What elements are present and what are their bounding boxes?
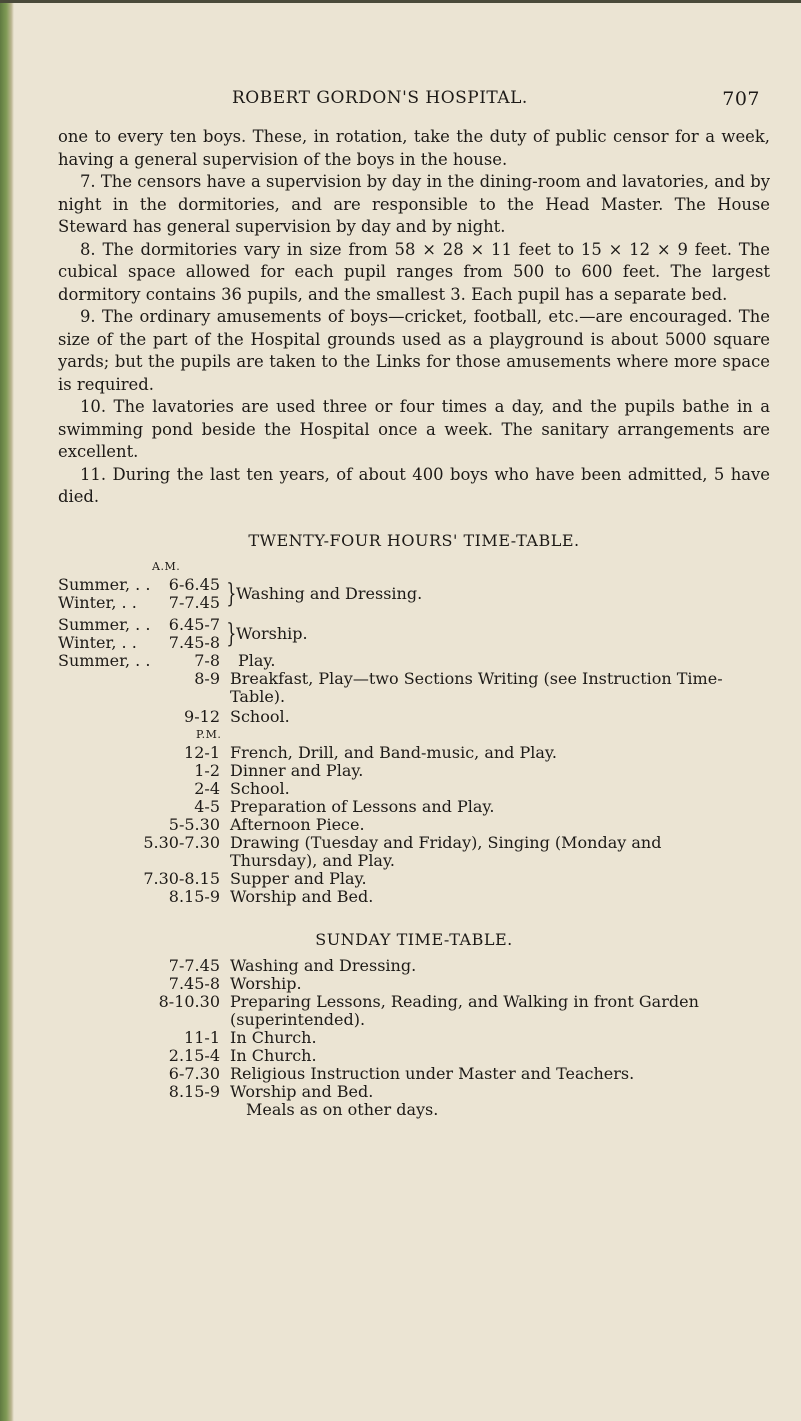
time-range: 7-8 — [194, 650, 220, 670]
time-range: 8-9 — [194, 668, 220, 688]
activity — [230, 670, 770, 706]
season-label: Summer, . . — [58, 650, 151, 670]
book-page — [58, 88, 770, 1119]
time-range: 2-4 — [194, 778, 220, 798]
activity: School. — [230, 706, 290, 726]
activity: Worship. — [236, 623, 308, 643]
time-range: 9-12 — [184, 706, 220, 726]
time-range: 7.45-8 — [168, 632, 220, 652]
time-range: 7-7.45 — [168, 592, 220, 612]
activity: Washing and Dressing. — [236, 583, 423, 603]
weekday-timetable — [58, 558, 770, 906]
time-range: 6.45-7 — [168, 614, 220, 634]
season-label: Summer, . . — [58, 574, 151, 594]
time-range: 11-1 — [184, 1027, 220, 1047]
activity: Worship. — [230, 973, 302, 993]
time-range: 4-5 — [194, 796, 220, 816]
activity: Drawing (Tuesday and Friday), Singing (Monday and Thursday), and Play. — [230, 832, 662, 870]
activity: Afternoon Piece. — [230, 814, 365, 834]
table-row — [58, 957, 770, 975]
activity: Preparing Lessons, Reading, and Walking in front Garden (superintended). — [230, 991, 699, 1029]
table-row — [58, 708, 770, 726]
am-label: A.M. — [152, 559, 181, 573]
top-rule — [0, 0, 801, 3]
table-row — [58, 1065, 770, 1083]
washing-group — [58, 576, 770, 612]
pm-label-row — [58, 726, 770, 744]
activity: In Church. — [230, 1045, 317, 1065]
activity-text: Breakfast, Play—two Sections Writing (see Instruction Time-Table). — [230, 668, 723, 706]
time-range: 8.15-9 — [168, 1081, 220, 1101]
table-row — [58, 762, 770, 780]
season-label: Winter, . . — [58, 632, 137, 652]
time-range: 12-1 — [184, 742, 220, 762]
season-label: Summer, . . — [58, 614, 151, 634]
table-row — [58, 744, 770, 762]
paragraph-9: 9. The ordinary amusements of boys—cricket, football, etc.—are encouraged. The size of the part of the Hospital grounds used as a playground is about 5000 square yards; but the pupils are taken to the Links for those amusements where more space is required. — [58, 307, 770, 394]
table-row — [58, 798, 770, 816]
time-range: 5.30-7.30 — [143, 832, 220, 852]
page-number: 707 — [722, 88, 760, 110]
time-range: 7-7.45 — [168, 955, 220, 975]
table-row — [58, 993, 770, 1029]
activity: Supper and Play. — [230, 868, 367, 888]
paragraph-continued: one to every ten boys. These, in rotation, take the duty of public censor for a week, having a general supervision of the boys in the house. — [58, 127, 770, 169]
table-row — [58, 870, 770, 888]
activity: Play. — [238, 650, 276, 670]
time-range: 8.15-9 — [168, 886, 220, 906]
weekday-timetable-title: TWENTY-FOUR HOURS' TIME-TABLE. — [248, 530, 580, 550]
time-range: 8-10.30 — [158, 991, 220, 1011]
table-row — [58, 616, 230, 634]
paragraph-7: 7. The censors have a supervision by day in the dining-room and lavatories, and by night in the dormitories, and are responsible to the Head Master. The House Steward has general supervision by day and by night. — [58, 172, 770, 236]
am-label-row — [58, 558, 770, 576]
worship-group — [58, 616, 770, 652]
activity: In Church. — [230, 1027, 317, 1047]
time-range: 2.15-4 — [168, 1045, 220, 1065]
table-row — [58, 634, 230, 652]
brace-glyph: } — [226, 578, 237, 609]
time-range: 5-5.30 — [168, 814, 220, 834]
activity: Dinner and Play. — [230, 760, 364, 780]
time-range: 1-2 — [194, 760, 220, 780]
table-row — [58, 1083, 770, 1101]
activity: Worship and Bed. — [230, 886, 374, 906]
activity: Preparation of Lessons and Play. — [230, 796, 495, 816]
book-binding-edge — [0, 0, 14, 1421]
table-row — [58, 834, 770, 870]
paragraph-10: 10. The lavatories are used three or four times a day, and the pupils bathe in a swimming pond beside the Hospital once a week. The sanitary arrangements are excellent. — [58, 397, 770, 461]
body-text — [58, 126, 770, 509]
table-row — [58, 576, 230, 594]
table-row — [58, 816, 770, 834]
activity: Worship and Bed. — [230, 1081, 374, 1101]
activity: Washing and Dressing. — [230, 955, 417, 975]
meals-note: Meals as on other days. — [246, 1099, 439, 1119]
table-row — [58, 780, 770, 798]
table-note-row — [58, 1101, 770, 1119]
time-range: 6-7.30 — [168, 1063, 220, 1083]
table-row — [58, 670, 770, 706]
activity: French, Drill, and Band-music, and Play. — [230, 742, 557, 762]
table-row — [58, 1047, 770, 1065]
sunday-timetable — [58, 957, 770, 1119]
paragraph-8: 8. The dormitories vary in size from 58 × 28 × 11 feet to 15 × 12 × 9 feet. The cubical space allowed for each pupil ranges from 500 to 600 feet. The largest dormitory contains 36 pupils, and the smallest 3. Each pupil has a separate bed. — [58, 239, 770, 304]
activity: School. — [230, 778, 290, 798]
brace-glyph: } — [226, 618, 237, 649]
activity: Religious Instruction under Master and Teachers. — [230, 1063, 635, 1083]
table-row — [58, 652, 770, 670]
season-label: Winter, . . — [58, 592, 137, 612]
time-range: 7.45-8 — [168, 973, 220, 993]
time-range: 6-6.45 — [168, 574, 220, 594]
running-head — [58, 88, 770, 112]
table-row — [58, 1029, 770, 1047]
running-title: ROBERT GORDON'S HOSPITAL. — [232, 88, 528, 108]
table-row — [58, 594, 230, 612]
paragraph-11: 11. During the last ten years, of about 400 boys who have been admitted, 5 have died. — [58, 464, 770, 506]
sunday-timetable-title: SUNDAY TIME-TABLE. — [315, 929, 513, 949]
table-row — [58, 888, 770, 906]
pm-label: P.M. — [196, 727, 222, 741]
table-row — [58, 975, 770, 993]
time-range: 7.30-8.15 — [143, 868, 220, 888]
